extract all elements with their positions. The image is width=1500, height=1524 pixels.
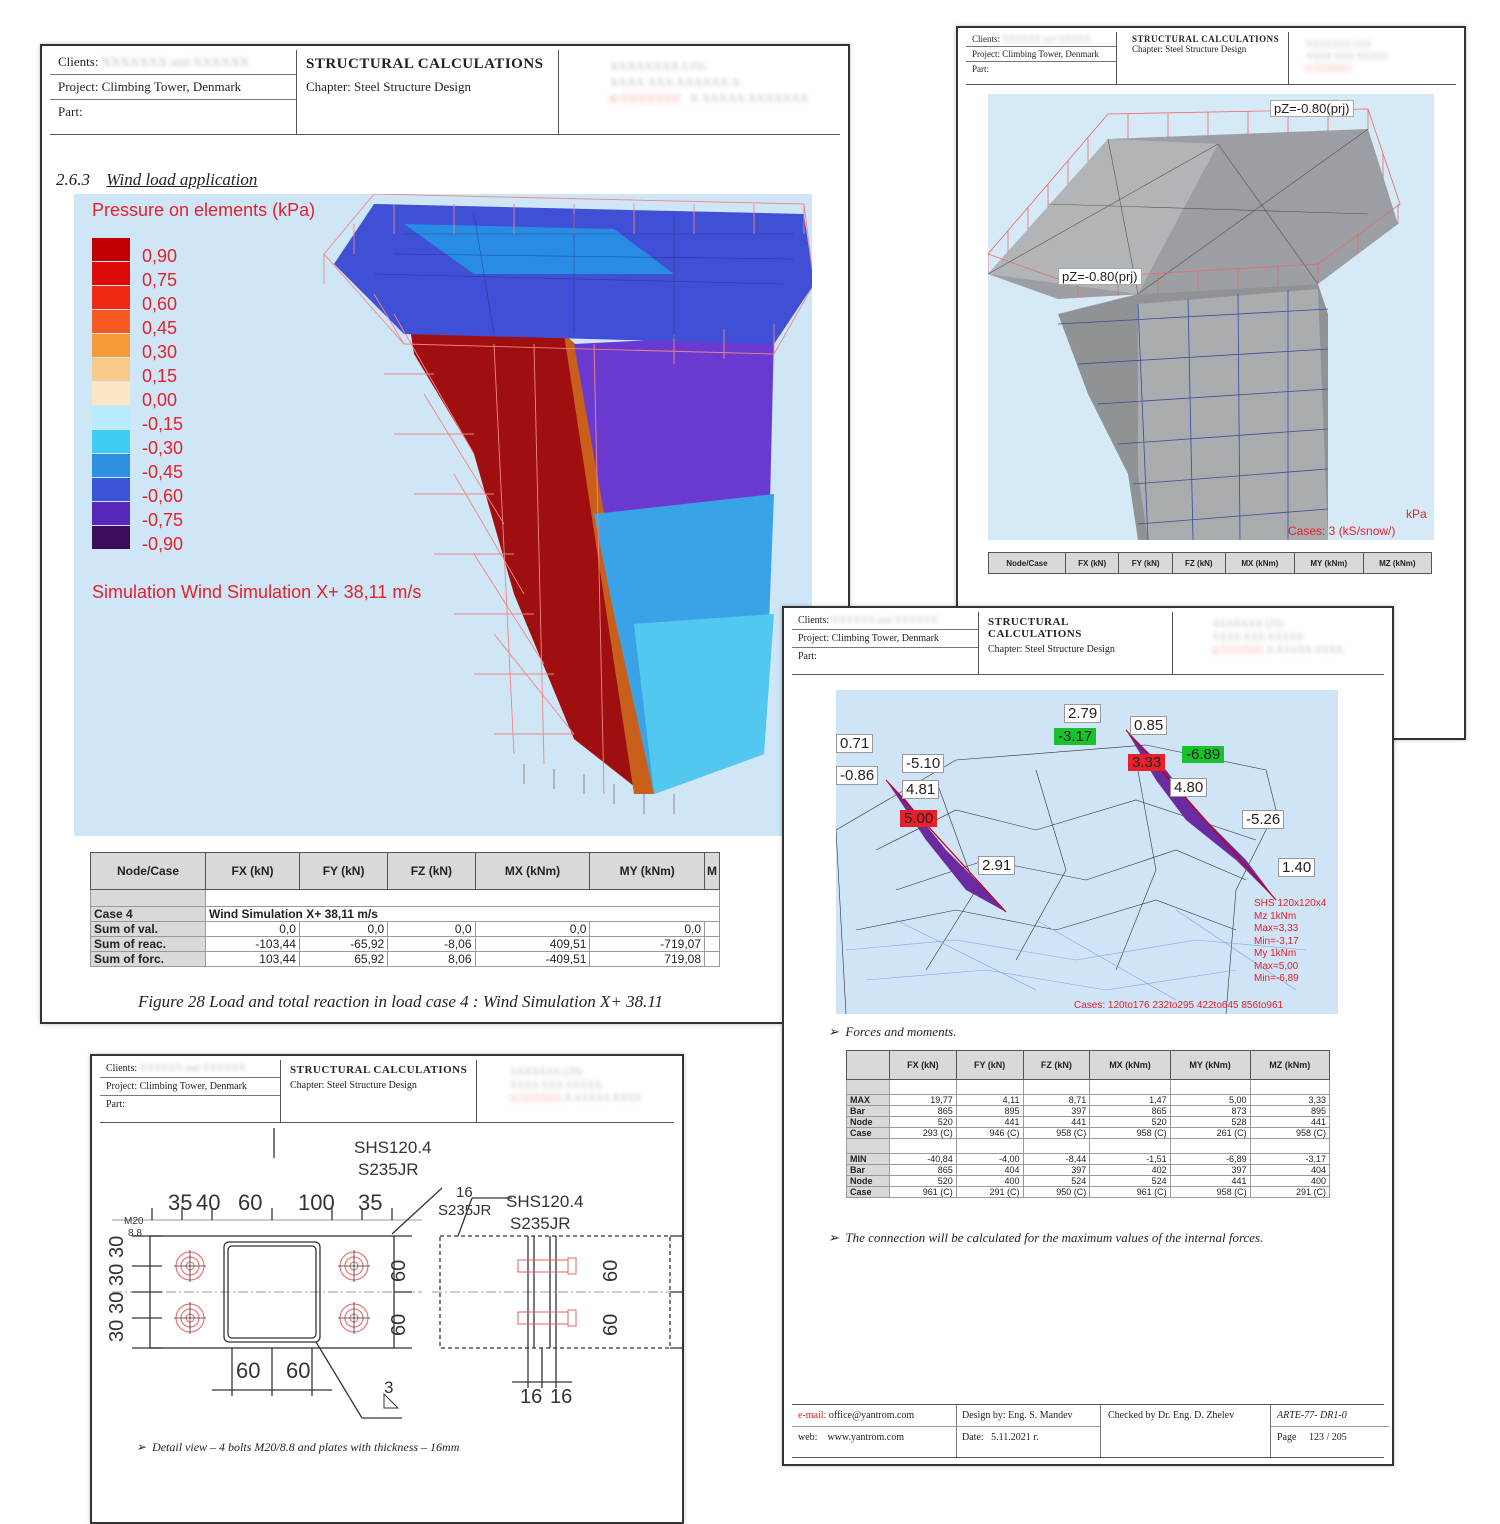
legend-swatch [92,262,130,285]
row-label: Node [847,1117,890,1128]
table-cell: 520 [890,1117,957,1128]
legend-value: 0,60 [142,294,178,314]
legend-swatch [92,358,130,381]
table-cell: 950 (C) [1023,1187,1090,1198]
dimension-label: S235JR [438,1202,492,1219]
table-header: MX (kNm) [1225,553,1294,574]
legend-value: 0,00 [142,390,178,410]
table-cell: -719,07 [590,937,705,952]
bullet-forces [828,1024,957,1040]
legend-swatch [92,430,130,453]
chapter-label: Chapter: Steel Structure Design [1132,44,1247,54]
dimension-label: 30 [106,1235,128,1258]
legend-value: -0,60 [142,486,184,506]
dimension-label: 16 [520,1386,543,1408]
table-cell: 404 [956,1165,1023,1176]
table-row [847,1117,1330,1128]
dimension-label: 60 [388,1259,410,1282]
section-number: 2.6.3 [56,170,90,189]
table-header: M [705,853,720,890]
page-forces-moments [782,606,1394,1466]
table-cell: -8,06 [388,937,475,952]
table-header: FX (kN) [890,1051,957,1080]
moment-value-label: -0.86 [836,766,878,785]
case-description: Wind Simulation X+ 38,11 m/s [206,907,720,922]
moment-value-label: -5.26 [1242,810,1284,829]
pz-top-label: pZ=-0.80(prj) [1270,100,1354,117]
dimension-label: 40 [196,1190,221,1215]
web-label: web: [798,1432,818,1443]
moment-min-label: -6.89 [1182,746,1224,763]
page2-table [988,552,1432,574]
table-cell: 0,0 [388,922,475,937]
table-row [847,1187,1330,1198]
moment-value-label: 0.85 [1130,716,1167,735]
table-cell: 524 [1023,1176,1090,1187]
table-row [91,952,720,967]
moment-max-label: 5.00 [900,810,937,827]
unit-label: kPa [1406,507,1427,521]
legend-swatch [92,286,130,309]
bullet-text: Forces and moments. [845,1024,957,1039]
moment-value-label: 2.91 [978,856,1015,875]
case-label: Case 4 [91,907,206,922]
table-cell: 865 [890,1106,957,1117]
legend-item [92,478,252,506]
table-cell: 397 [1023,1106,1090,1117]
project-label: Project: Climbing Tower, Denmark [966,47,1116,62]
bullet-arrow-icon: ➢ [136,1440,147,1454]
table-cell: 291 (C) [1250,1187,1329,1198]
reaction-table [90,852,720,967]
table-header: FY (kN) [956,1051,1023,1080]
table-row [847,1165,1330,1176]
dimension-label: 8.8 [128,1228,142,1239]
table-cell: 441 [1170,1176,1250,1187]
table-cell: 402 [1090,1165,1170,1176]
section-info-line: Min=-6,89 [1254,973,1299,984]
table-header: FX (kN) [206,853,300,890]
legend-swatch [92,478,130,501]
figure-caption: Figure 28 Load and total reaction in load case 4 : Wind Simulation X+ 38.11 [138,992,664,1011]
cases-line: Cases: 120to176 232to295 422to645 856to961 [1074,1000,1284,1011]
page-header: Clients: XXXXXX and XXXXXX Project: Climbing Tower, Denmark Part: STRUCTURAL CALCULATIONS Chapter: Steel Structure Design XXXXXXX LTD. XXXX XXX XXXXX ● XXXXXX X XXXXX XXXX [792,612,1384,675]
doc-title: STRUCTURAL CALCULATIONS [1132,34,1280,44]
table-cell: 65,92 [299,952,387,967]
legend-value: 0,45 [142,318,178,338]
dimension-label: 60 [600,1259,622,1282]
legend-item [92,502,252,530]
table-header: FZ (kN) [1023,1051,1090,1080]
table-cell: 293 (C) [890,1128,957,1139]
part-label: Part: [798,651,817,662]
section-info-line: Mz 1kNm [1254,910,1297,922]
date-label: Date: [962,1432,984,1443]
row-label: Bar [847,1165,890,1176]
page-header: Clients: XXXXXX and XXXXXX Project: Climbing Tower, Denmark Part: STRUCTURAL CALCULATIONS Chapter: Steel Structure Design XXXXXXX LTD. XXXX XXX XXXXX ● XXXXXX X XXXXX XXXX [100,1060,674,1123]
dimension-label: 60 [286,1358,311,1383]
row-label: Sum of val. [91,922,206,937]
table-cell: 946 (C) [956,1128,1023,1139]
table-row [847,1106,1330,1117]
table-cell: -4,00 [956,1154,1023,1165]
legend-item [92,334,252,362]
dimension-label: M20 [124,1216,144,1227]
design-by: Design by: Eng. S. Mandev [956,1405,1100,1427]
dimension-label: 60 [600,1313,622,1336]
table-cell: 865 [1090,1106,1170,1117]
email-link[interactable]: office@yantrom.com [828,1410,915,1421]
table-cell: -65,92 [299,937,387,952]
table-cell: 400 [956,1176,1023,1187]
bullet-connection [828,1230,1263,1246]
company-logo: XXXXXXXX LTD. XXXX XXX XXXXXX X ● XXXXXXX X XXXXX XXXXXXX [610,59,809,105]
table-cell: 404 [1250,1165,1329,1176]
page-header: Clients: XXXXXXX and XXXXXX Project: Climbing Tower, Denmark Part: STRUCTURAL CALCULATIONS Chapter: Steel Structure Design XXXXXXXX LTD. XXXX XXX XXXXXX X ● XXXXXXX X XXXXX XXXXXXX [50,50,840,135]
doc-title: STRUCTURAL CALCULATIONS [306,56,544,72]
table-row [847,1095,1330,1106]
moment-min-label: -3.17 [1054,728,1096,745]
page-wind-load [40,44,850,1024]
table-cell: 397 [1023,1165,1090,1176]
chapter-label: Chapter: Steel Structure Design [988,644,1115,655]
dimension-label: 35 [168,1190,193,1215]
moment-value-label: 0.71 [836,734,873,753]
legend-value: 0,90 [142,246,178,266]
legend-value: 0,15 [142,366,178,386]
table-cell: 528 [1170,1117,1250,1128]
table-cell: 8,71 [1023,1095,1090,1106]
table-row [847,1128,1330,1139]
moment-value-label: 2.79 [1064,704,1101,723]
clients-label: Clients: [106,1063,138,1074]
dimension-label: 3 [384,1378,394,1397]
legend-item [92,238,252,266]
table-cell: 958 (C) [1090,1128,1170,1139]
dimension-label: 60 [236,1358,261,1383]
dimension-label: S235JR [510,1214,571,1233]
row-label: MIN [847,1154,890,1165]
legend-value: -0,75 [142,510,184,530]
table-cell: 520 [890,1176,957,1187]
table-header: MX (kNm) [475,853,590,890]
legend-swatch [92,334,130,357]
table-header: MY (kNm) [590,853,705,890]
table-row [847,1176,1330,1187]
moment-value-label: 4.80 [1170,778,1207,797]
table-header: FZ (kN) [1172,553,1225,574]
table-header: MY (kNm) [1170,1051,1250,1080]
clients-label: Clients: [58,54,99,69]
web-link[interactable]: www.yantrom.com [827,1432,905,1443]
legend-value: -0,30 [142,438,184,458]
snow-load-model [988,94,1434,540]
legend-swatch [92,310,130,333]
table-cell: 0,0 [206,922,300,937]
table-cell: 958 (C) [1023,1128,1090,1139]
bullet-text: The connection will be calculated for the maximum values of the internal forces. [845,1230,1264,1245]
section-info-line: Max=3,33 [1254,923,1299,934]
legend-item [92,526,252,554]
project-label: Project: Climbing Tower, Denmark [792,630,978,648]
dimension-label: 30 [106,1291,128,1314]
page-number: 123 / 205 [1308,1432,1347,1443]
cases-label: Cases: 3 (kS/snow/) [1288,524,1396,538]
table-header: MZ (kNm) [1250,1051,1329,1080]
section-info-line: Min=-3,17 [1254,935,1299,947]
legend-swatch [92,406,130,429]
legend-swatch [92,382,130,405]
part-label: Part: [972,64,989,74]
dimension-label: SHS120.4 [506,1192,584,1211]
row-label: MAX [847,1095,890,1106]
moment-value-label: 4.81 [902,780,939,799]
page-label: Page [1277,1432,1297,1443]
moment-value-label: 1.40 [1278,858,1315,877]
dimension-label: S235JR [358,1160,419,1179]
dimension-label: 60 [388,1313,410,1336]
table-cell: -40,84 [890,1154,957,1165]
section-info [1254,898,1326,986]
legend-swatch [92,238,130,261]
chapter-label: Chapter: Steel Structure Design [290,1080,417,1091]
doc-title: STRUCTURAL CALCULATIONS [290,1064,468,1076]
legend-item [92,358,252,386]
row-label: Node [847,1176,890,1187]
detail-caption [136,1440,459,1455]
moment-value-label: -5.10 [902,754,944,773]
table-cell: -8,44 [1023,1154,1090,1165]
table-cell: 524 [1090,1176,1170,1187]
doc-code: ARTE-77- DR1-0 [1271,1405,1389,1427]
doc-title: STRUCTURAL CALCULATIONS [988,616,1082,640]
company-logo: XXXXXXX LTD. XXXX XXX XXXXX ● XXXXXX X XXXXX XXXX [1212,619,1344,656]
table-header: FZ (kN) [388,853,475,890]
bullet-arrow-icon: ➢ [828,1230,839,1245]
table-cell: 0,0 [590,922,705,937]
table-cell: -6,89 [1170,1154,1250,1165]
dimension-label: 100 [298,1190,335,1215]
bullet-arrow-icon: ➢ [828,1024,839,1039]
section-info-line: Max=5,00 [1254,960,1299,972]
table-cell: 865 [890,1165,957,1176]
table-header: MZ (kNm) [1363,553,1431,574]
dimension-label: 16 [456,1184,473,1201]
dimension-label: 30 [106,1319,128,1342]
dimension-label: 16 [550,1386,573,1408]
legend-item [92,310,252,338]
table-header [847,1051,890,1080]
table-header: FX (kN) [1065,553,1119,574]
email-label: e-mail: [798,1410,827,1421]
row-label: Sum of forc. [91,952,206,967]
page-connection-detail [90,1054,684,1524]
row-label: Sum of reac. [91,937,206,952]
legend-item [92,406,252,434]
chapter-label: Chapter: Steel Structure Design [306,79,471,94]
table-cell: 400 [1250,1176,1329,1187]
table-row [91,937,720,952]
dimension-label: 35 [358,1190,383,1215]
row-label: Case [847,1187,890,1198]
table-cell: 1,47 [1090,1095,1170,1106]
project-label: Project: Climbing Tower, Denmark [50,75,296,100]
simulation-label: Simulation Wind Simulation X+ 38,11 m/s [92,582,422,602]
bullet-text: Detail view – 4 bolts M20/8.8 and plates with thickness – 16mm [152,1440,460,1454]
table-header: FY (kN) [299,853,387,890]
legend-value: -0,90 [142,534,184,554]
table-cell: 441 [1250,1117,1329,1128]
table-cell: -103,44 [206,937,300,952]
table-cell: 961 (C) [1090,1187,1170,1198]
table-cell: 0,0 [475,922,590,937]
table-cell: 5,00 [1170,1095,1250,1106]
table-cell: 441 [1023,1117,1090,1128]
table-row [847,1154,1330,1165]
table-header: Node/Case [989,553,1066,574]
dimension-label: SHS120.4 [354,1138,432,1157]
table-cell: 520 [1090,1117,1170,1128]
legend-value: -0,15 [142,414,184,434]
row-label: Bar [847,1106,890,1117]
forces-table [846,1050,1330,1198]
table-cell: -1,51 [1090,1154,1170,1165]
legend-item [92,262,252,290]
legend-value: 0,30 [142,342,178,362]
legend-swatch [92,526,130,549]
table-cell: 441 [956,1117,1023,1128]
section-info-line: My 1kNm [1254,948,1297,959]
legend-value: -0,45 [142,462,184,482]
table-cell: 873 [1170,1106,1250,1117]
company-logo: XXXXXXX LTD. XXXX XXX XXXXX ● XXXXXX X XXXXX XXXX [510,1067,642,1104]
table-cell: 409,51 [475,937,590,952]
legend-item [92,382,252,410]
table-cell: 19,77 [890,1095,957,1106]
legend-swatch [92,502,130,525]
table-cell: 8,06 [388,952,475,967]
table-cell: 4,11 [956,1095,1023,1106]
table-row [91,922,720,937]
legend-value: 0,75 [142,270,178,290]
table-cell: 0,0 [299,922,387,937]
table-cell: 261 (C) [1170,1128,1250,1139]
moment-max-label: 3.33 [1128,754,1165,771]
clients-label: Clients: [798,615,830,626]
dimension-label: 60 [238,1190,263,1215]
legend-title: Pressure on elements (kPa) [92,200,316,220]
table-cell: 958 (C) [1170,1187,1250,1198]
table-cell: 895 [1250,1106,1329,1117]
table-header: FY (kN) [1119,553,1172,574]
checked-by: Checked by Dr. Eng. D. Zhelev [1108,1410,1235,1421]
table-cell: 3,33 [1250,1095,1329,1106]
pz-left-label: pZ=-0.80(prj) [1058,268,1142,285]
date-value: 5.11.2021 г. [991,1432,1039,1443]
company-logo: XXXXXXX LTD. XXXX XXX XXXXX ● XXXXXX [1306,39,1389,73]
project-label: Project: Climbing Tower, Denmark [100,1078,280,1096]
table-cell: 958 (C) [1250,1128,1329,1139]
dimension-label: 30 [106,1263,128,1286]
table-cell: -3,17 [1250,1154,1329,1165]
page-header: Clients: XXXXXX and XXXXX Project: Climbing Tower, Denmark Part: STRUCTURAL CALCULATIONS Chapter: Steel Structure Design XXXXXXX LTD. XXXX XXX XXXXX ● XXXXXX [966,32,1456,85]
legend-item [92,430,252,458]
table-cell: 961 (C) [890,1187,957,1198]
row-label: Case [847,1128,890,1139]
table-cell: 291 (C) [956,1187,1023,1198]
table-cell: 895 [956,1106,1023,1117]
section-title: Wind load application [106,170,258,189]
part-label: Part: [106,1099,125,1110]
table-cell: 103,44 [206,952,300,967]
table-header: Node/Case [91,853,206,890]
section-info-line: SHS 120x120x4 [1254,898,1327,909]
table-header: MY (kNm) [1294,553,1363,574]
table-cell: -409,51 [475,952,590,967]
part-label: Part: [58,104,83,119]
table-cell: 719,08 [590,952,705,967]
page-footer [792,1404,1384,1458]
legend-item [92,454,252,482]
clients-label: Clients: [972,34,1001,44]
legend-swatch [92,454,130,477]
section-heading [56,170,257,190]
legend-item [92,286,252,314]
table-header: MX (kNm) [1090,1051,1170,1080]
table-cell: 397 [1170,1165,1250,1176]
